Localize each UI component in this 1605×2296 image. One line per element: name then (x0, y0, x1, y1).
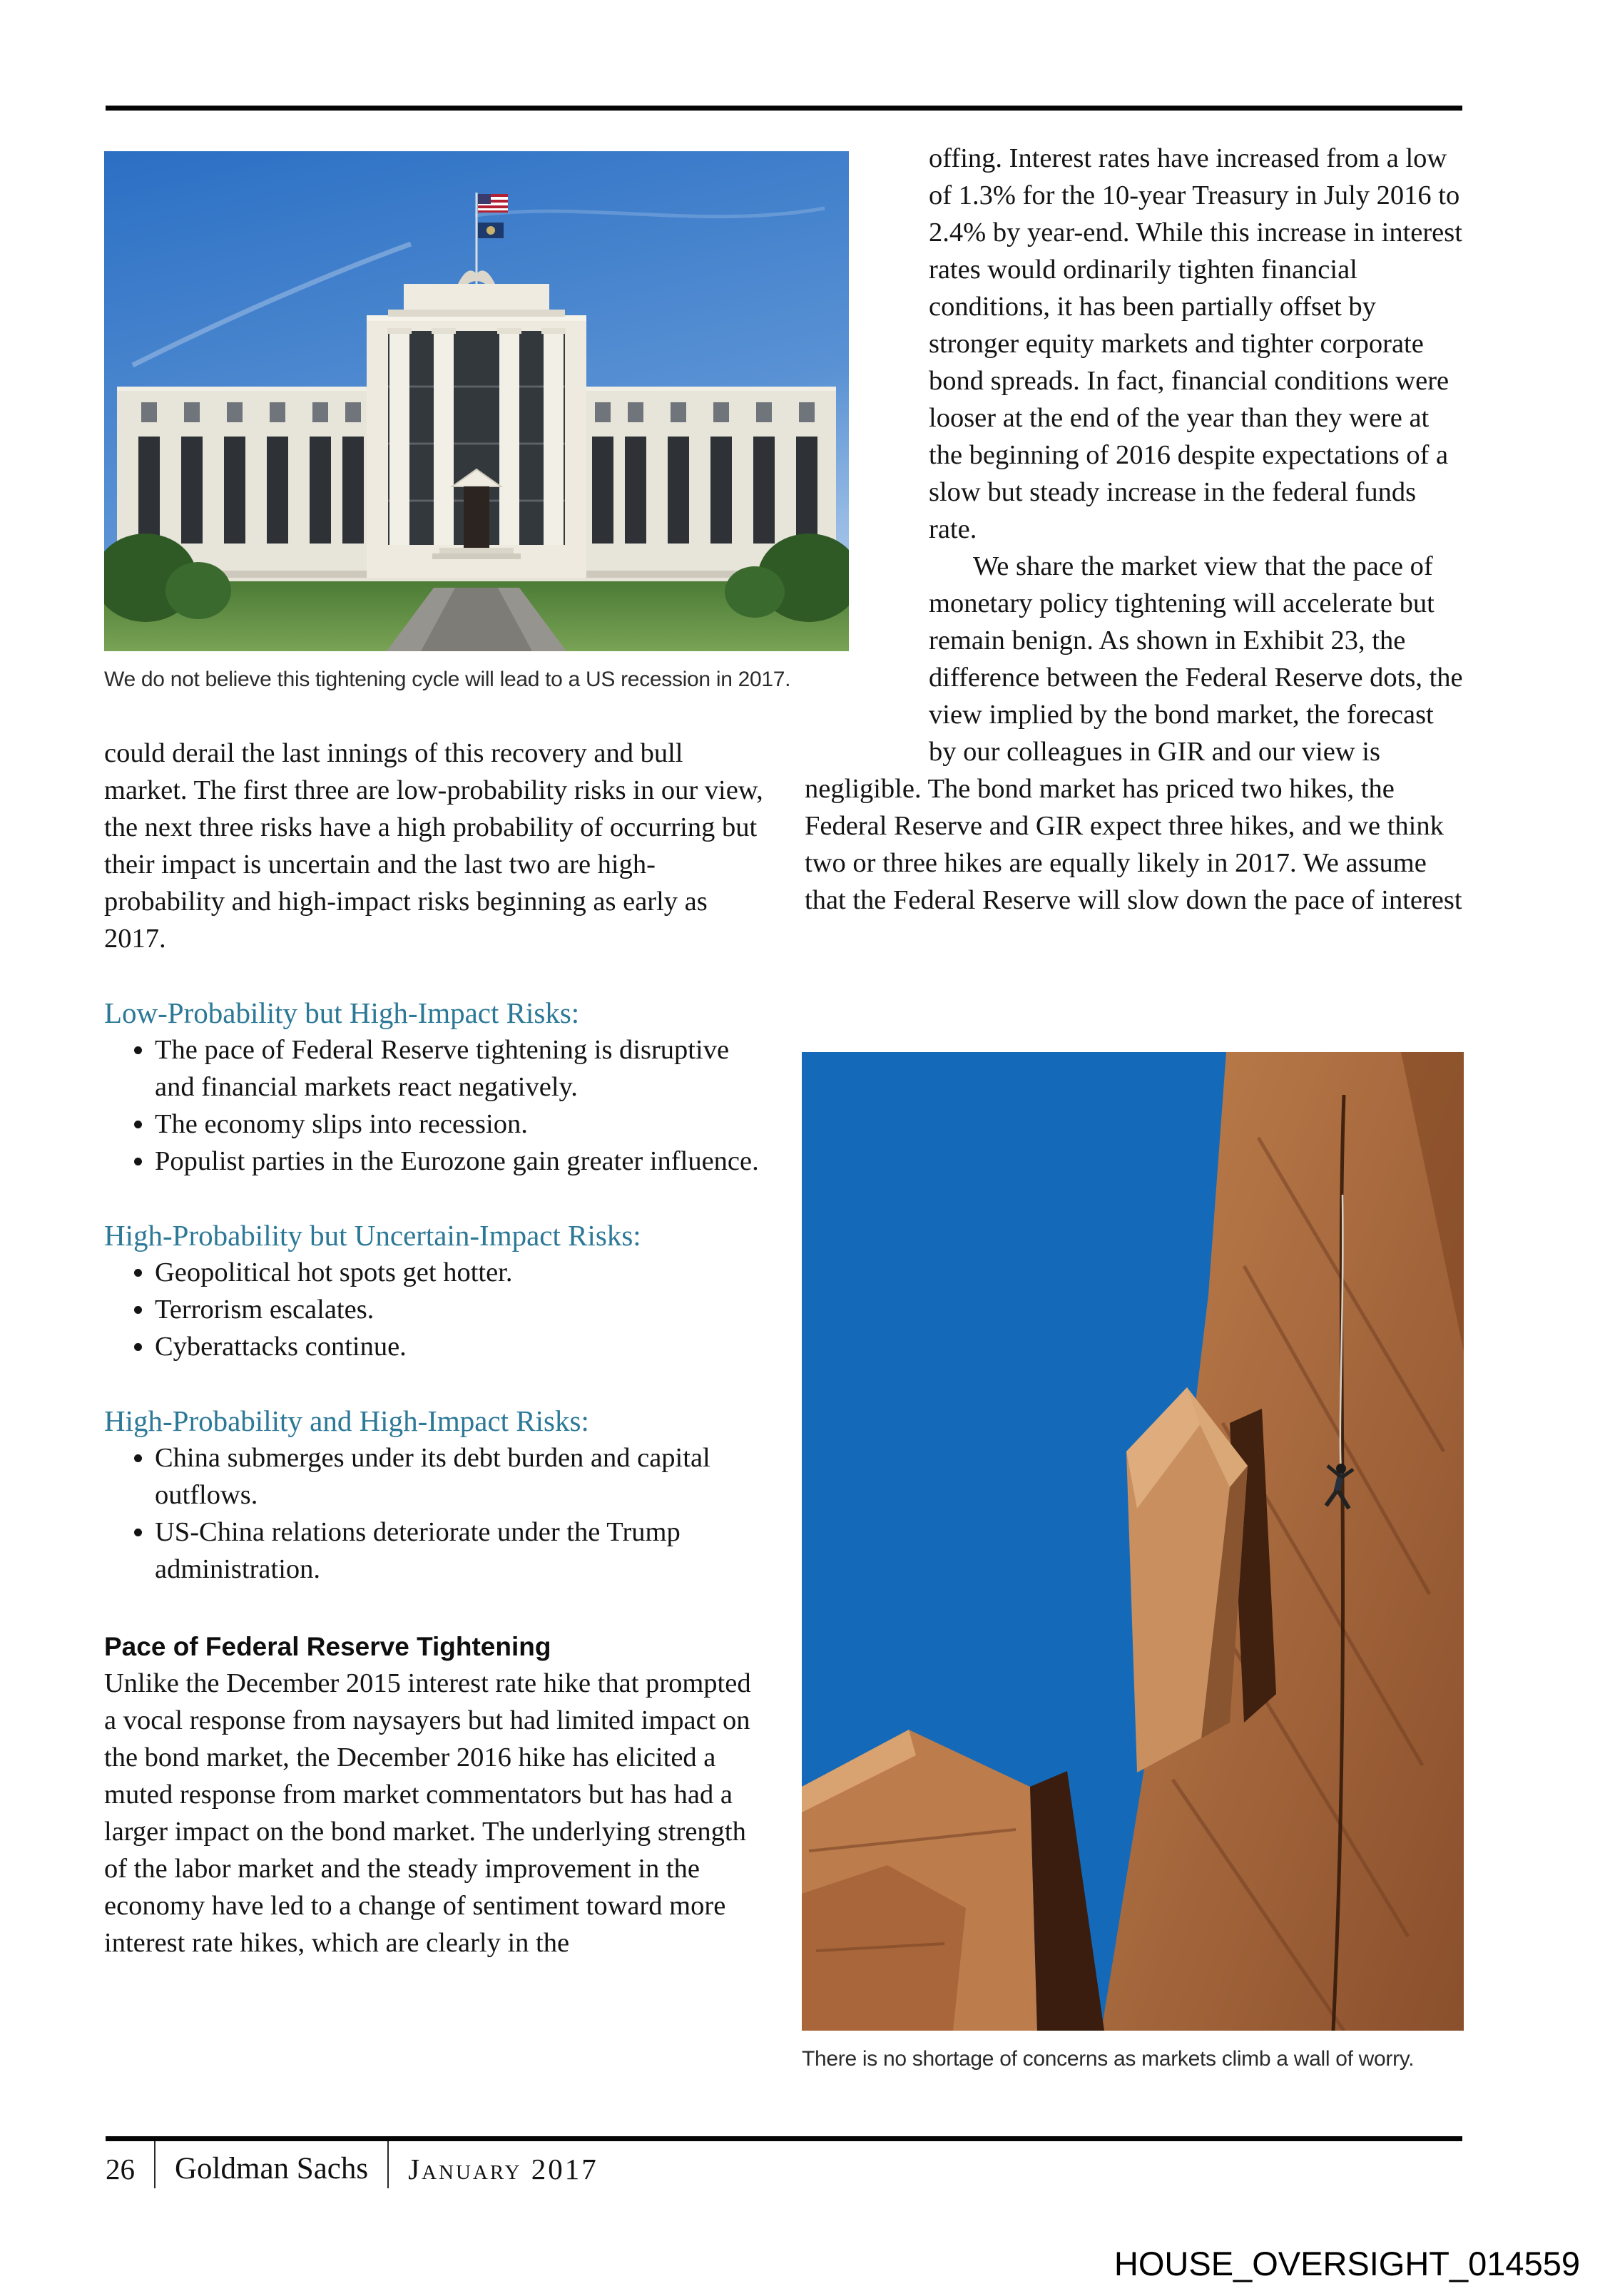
footer-divider (154, 2141, 156, 2188)
body-paragraph: We share the market view that the pace of monetary policy tightening will accelerate but remain benign. As shown in Exhibit 23, the difference between the Federal Reserve dots, the view implied by the bond market, the forecast by our colleagues in GIR and our view is negligible. The bond market has priced two hikes, the Federal Reserve and GIR expect three hikes, and we think two or three hikes are equally likely in 2017. We assume that the Federal Reserve will slow down the pace of interest (805, 551, 1463, 915)
footer-divider (387, 2141, 389, 2188)
publisher-name: Goldman Sachs (175, 2152, 369, 2185)
bullet-item: • Populist parties in the Eurozone gain greater influence. (155, 1143, 769, 1180)
section-heading-high-probability-high-impact: High-Probability and High-Impact Risks: (104, 1404, 589, 1437)
rock-climbing-figure (802, 1052, 1464, 2072)
risk-list-low-probability (104, 1031, 769, 1180)
body-paragraph: offing. Interest rates have increased from a low of 1.3% for the 10-year Treasury in July 2016 to 2.4% by year-end. While this increase in interest rates would ordinarily tighten financial conditions, it has been partially offset by stronger equity markets and tighter corporate bond spreads. In fact, financial conditions were looser at the end of the year than they were at the beginning of 2016 despite expectations of a slow but steady increase in the federal funds rate. (929, 143, 1462, 544)
climb-photo-caption: There is no shortage of concerns as markets climb a wall of worry. (802, 2047, 1415, 2071)
bullet-item: • The economy slips into recession. (155, 1106, 769, 1143)
fed-flag (478, 223, 504, 238)
rock-climbing-photo (802, 1052, 1464, 2031)
left-column (104, 735, 769, 1961)
right-column (805, 140, 1464, 919)
bullet-item: • Geopolitical hot spots get hotter. (155, 1254, 769, 1291)
risk-list-high-probability-high-impact (104, 1439, 769, 1588)
federal-reserve-photo (104, 151, 849, 651)
page-footer (106, 2141, 598, 2191)
us-flag (478, 194, 508, 213)
bullet-item: • The pace of Federal Reserve tightening is disruptive and financial markets react negatively. (155, 1031, 769, 1106)
bullet-item: • US-China relations deteriorate under the Trump administration. (155, 1514, 769, 1588)
bullet-item: • China submerges under its debt burden and capital outflows. (155, 1439, 769, 1514)
fed-photo-caption: We do not believe this tightening cycle will lead to a US recession in 2017. (104, 668, 791, 691)
federal-reserve-figure (104, 151, 849, 693)
subheading-pace-of-fed-tightening: Pace of Federal Reserve Tightening (104, 1632, 551, 1661)
bullet-item: • Terrorism escalates. (155, 1291, 769, 1328)
risk-list-high-probability-uncertain (104, 1254, 769, 1365)
top-rule (106, 106, 1462, 111)
page-number: 26 (106, 2153, 135, 2185)
body-paragraph: could derail the last innings of this recovery and bull market. The first three are low-probability risks in our view, the next three risks have a high probability of occurring but their impact is uncertain and the last two are high-probability and high-impact risks beginning as early as 2017. (104, 738, 763, 954)
section-heading-high-probability-uncertain: High-Probability but Uncertain-Impact Risks: (104, 1219, 641, 1252)
body-paragraph: Unlike the December 2015 interest rate hike that prompted a vocal response from naysayers but had limited impact on the bond market, the December 2016 hike has elicited a muted response from market commentators but has had a larger impact on the bond market. The underlying strength of the labor market and the steady improvement in the economy have led to a change of sentiment toward more interest rate hikes, which are clearly in the (104, 1668, 751, 1958)
document-id-watermark: HOUSE_OVERSIGHT_014559 (1114, 2245, 1580, 2282)
bullet-item: • Cyberattacks continue. (155, 1328, 769, 1365)
footer-rule (106, 2136, 1462, 2141)
section-heading-low-probability: Low-Probability but High-Impact Risks: (104, 996, 580, 1029)
issue-date: January 2017 (408, 2153, 598, 2185)
text-wrap-spacer (805, 140, 929, 743)
